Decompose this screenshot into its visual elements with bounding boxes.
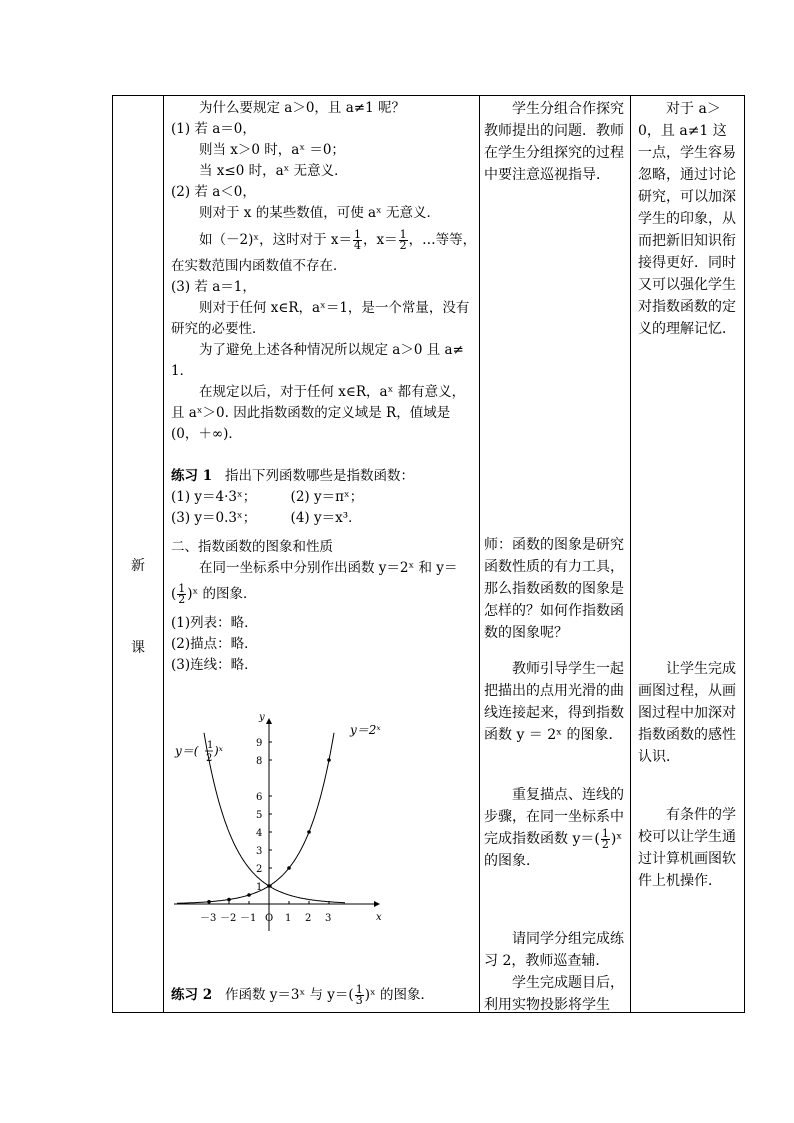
x-tick-label: －2 bbox=[220, 913, 237, 924]
case1-line-b: 当 x≤0 时，aˣ 无意义． bbox=[199, 163, 348, 179]
x-axis-label: x bbox=[376, 912, 382, 923]
design-note-2: 让学生完成画图过程，从画图过程中加深对指数函数的感性认识． bbox=[638, 661, 736, 765]
curve-half-pow-x bbox=[204, 733, 345, 903]
exercise2: 练习 2 作函数 y＝3ˣ 与 y＝( $\frac{1}{3}$ )ˣ 的图象． bbox=[171, 983, 434, 1007]
case2-line-a: 则对于 x 的某些数值，可使 aˣ 无意义． bbox=[199, 205, 441, 221]
definition-line-c: (0，＋∞)． bbox=[171, 426, 242, 442]
lesson-table bbox=[112, 95, 745, 1013]
avoid-line-a: 为了避免上述各种情况所以规定 a＞0 且 a≠ bbox=[199, 342, 464, 358]
section-label-char-1: 新 bbox=[131, 558, 145, 574]
label-half-pow-x-pre: y＝( bbox=[175, 744, 199, 758]
y-axis-label: y bbox=[259, 712, 265, 723]
case2-line-b: 如（－2)ˣ，这时对于 x＝ $\frac{1}{4}$ ，x＝ $\frac{1}{2}$ ，…等等， bbox=[199, 228, 477, 252]
teacher-note-2: 师：函数的图象是研究函数性质的有力工具，那么指数函数的图象是怎样的？如何作指数函数的图象呢？ bbox=[484, 537, 624, 641]
column-divider bbox=[163, 96, 164, 1012]
data-point bbox=[207, 900, 211, 904]
design-note-1: 对于 a＞0，且 a≠1 这一点，学生容易忽略，通过讨论研究，可以加深学生的印象，从而把新旧知识衔接得更好．同时又可以强化学生对指数函数的定义的理解记忆． bbox=[638, 101, 736, 337]
y-tick-label: 5 bbox=[256, 810, 263, 821]
step-list-table: (1)列表：略． bbox=[171, 615, 258, 631]
main-content bbox=[171, 98, 479, 676]
y-tick-label: 1 bbox=[256, 882, 263, 893]
data-point bbox=[247, 893, 251, 897]
label-2-pow-x: y＝2ˣ bbox=[350, 723, 381, 737]
x-axis-arrow bbox=[374, 901, 380, 907]
x-tick-label: 2 bbox=[305, 913, 312, 924]
column-divider bbox=[630, 96, 631, 1012]
fraction: $\frac{1}{3}$ bbox=[355, 983, 363, 1007]
data-point bbox=[327, 758, 331, 762]
data-point bbox=[307, 830, 311, 834]
case1-head: (1) 若 a＝0， bbox=[171, 121, 256, 137]
x-tick-label: 3 bbox=[325, 913, 332, 924]
y-tick-label: 9 bbox=[256, 738, 263, 749]
fraction: $\frac{1}{2}$ bbox=[601, 826, 609, 851]
fraction: $\frac{1}{2}$ bbox=[399, 228, 407, 252]
design-note-3: 有条件的学校可以让学生通过计算机画图软件上机操作． bbox=[638, 807, 736, 889]
y-tick-label: 4 bbox=[256, 828, 263, 839]
case2-head: (2) 若 a＜0， bbox=[171, 184, 256, 200]
definition-line-b: 且 aˣ＞0. 因此指数函数的定义域是 R，值域是 bbox=[171, 405, 451, 421]
section-label-char-2: 课 bbox=[131, 640, 145, 656]
case1-line-a: 则当 x＞0 时，aˣ ＝0； bbox=[199, 142, 345, 158]
definition-line-a: 在规定以后，对于任何 x∈R，aˣ 都有意义， bbox=[199, 384, 466, 400]
fraction: $\frac{1}{2}$ bbox=[178, 582, 186, 606]
x-tick-label: －1 bbox=[240, 913, 257, 924]
y-tick-label: 2 bbox=[256, 864, 263, 875]
section2-title: 二、指数函数的图象和性质 bbox=[171, 539, 333, 555]
fraction: $\frac{1}{4}$ bbox=[353, 228, 361, 252]
teacher-note-3: 教师引导学生一起把描出的点用光滑的曲线连接起来，得到指数函数 y ＝ 2ˣ 的图象． bbox=[484, 661, 624, 743]
x-tick-label: 1 bbox=[285, 913, 292, 924]
exercise1-heading: 练习 1 指出下列函数哪些是指数函数： bbox=[171, 468, 414, 484]
case3-head: (3) 若 a＝1， bbox=[171, 279, 256, 295]
y-tick-label: 3 bbox=[256, 846, 263, 857]
case3-line-a: 则对于任何 x∈R，aˣ＝1，是一个常量，没有 bbox=[199, 300, 470, 316]
exercise2-label: 练习 2 bbox=[171, 987, 213, 1003]
teacher-note-6: 学生完成题目后，利用实物投影将学生 bbox=[484, 975, 624, 1013]
teacher-note-5: 请同学分组完成练习 2，教师巡查辅． bbox=[484, 931, 624, 969]
y-axis-arrow bbox=[266, 718, 272, 724]
case3-line-b: 研究的必要性． bbox=[171, 321, 266, 337]
label-half-numerator: 1 bbox=[207, 740, 214, 751]
x-tick-label: O bbox=[265, 913, 274, 924]
teacher-note-4: 重复描点、连线的步骤，在同一坐标系中完成指数函数 y＝( $\frac{1}{2}$ )ˣ 的图象． bbox=[484, 787, 624, 869]
teacher-note-1: 学生分组合作探究教师提出的问题．教师在学生分组探究的过程中要注意巡视指导． bbox=[484, 101, 624, 183]
section2-line-a: 在同一坐标系中分别作出函数 y＝2ˣ 和 y＝ bbox=[199, 560, 458, 576]
label-half-denominator: 2 bbox=[206, 753, 213, 764]
section2-line-b: ( $\frac{1}{2}$ )ˣ 的图象． bbox=[171, 582, 257, 606]
y-tick-label: 8 bbox=[256, 756, 263, 767]
step-connect-lines: (3)连线：略． bbox=[171, 657, 258, 673]
question-title: 为什么要规定 a＞0，且 a≠1 呢？ bbox=[199, 100, 405, 116]
data-point bbox=[267, 884, 271, 888]
exercise2-text: 作函数 y＝3ˣ 与 y＝( bbox=[224, 987, 354, 1003]
y-tick-label: 6 bbox=[256, 792, 263, 803]
case2-line-c: 在实数范围内函数值不存在． bbox=[171, 258, 347, 274]
x-tick-label: －3 bbox=[200, 913, 217, 924]
exercise1-row-2: (3) y＝0.3ˣ； (4) y＝x³． bbox=[171, 510, 362, 526]
data-point bbox=[287, 866, 291, 870]
exponential-graph bbox=[170, 708, 480, 980]
label-half-pow-x-post: )ˣ bbox=[214, 744, 223, 758]
step-plot-points: (2)描点：略． bbox=[171, 636, 258, 652]
data-point bbox=[227, 898, 231, 902]
exercise1-row-1: (1) y＝4·3ˣ； (2) y＝πˣ； bbox=[171, 489, 364, 505]
avoid-line-b: 1． bbox=[171, 363, 194, 379]
